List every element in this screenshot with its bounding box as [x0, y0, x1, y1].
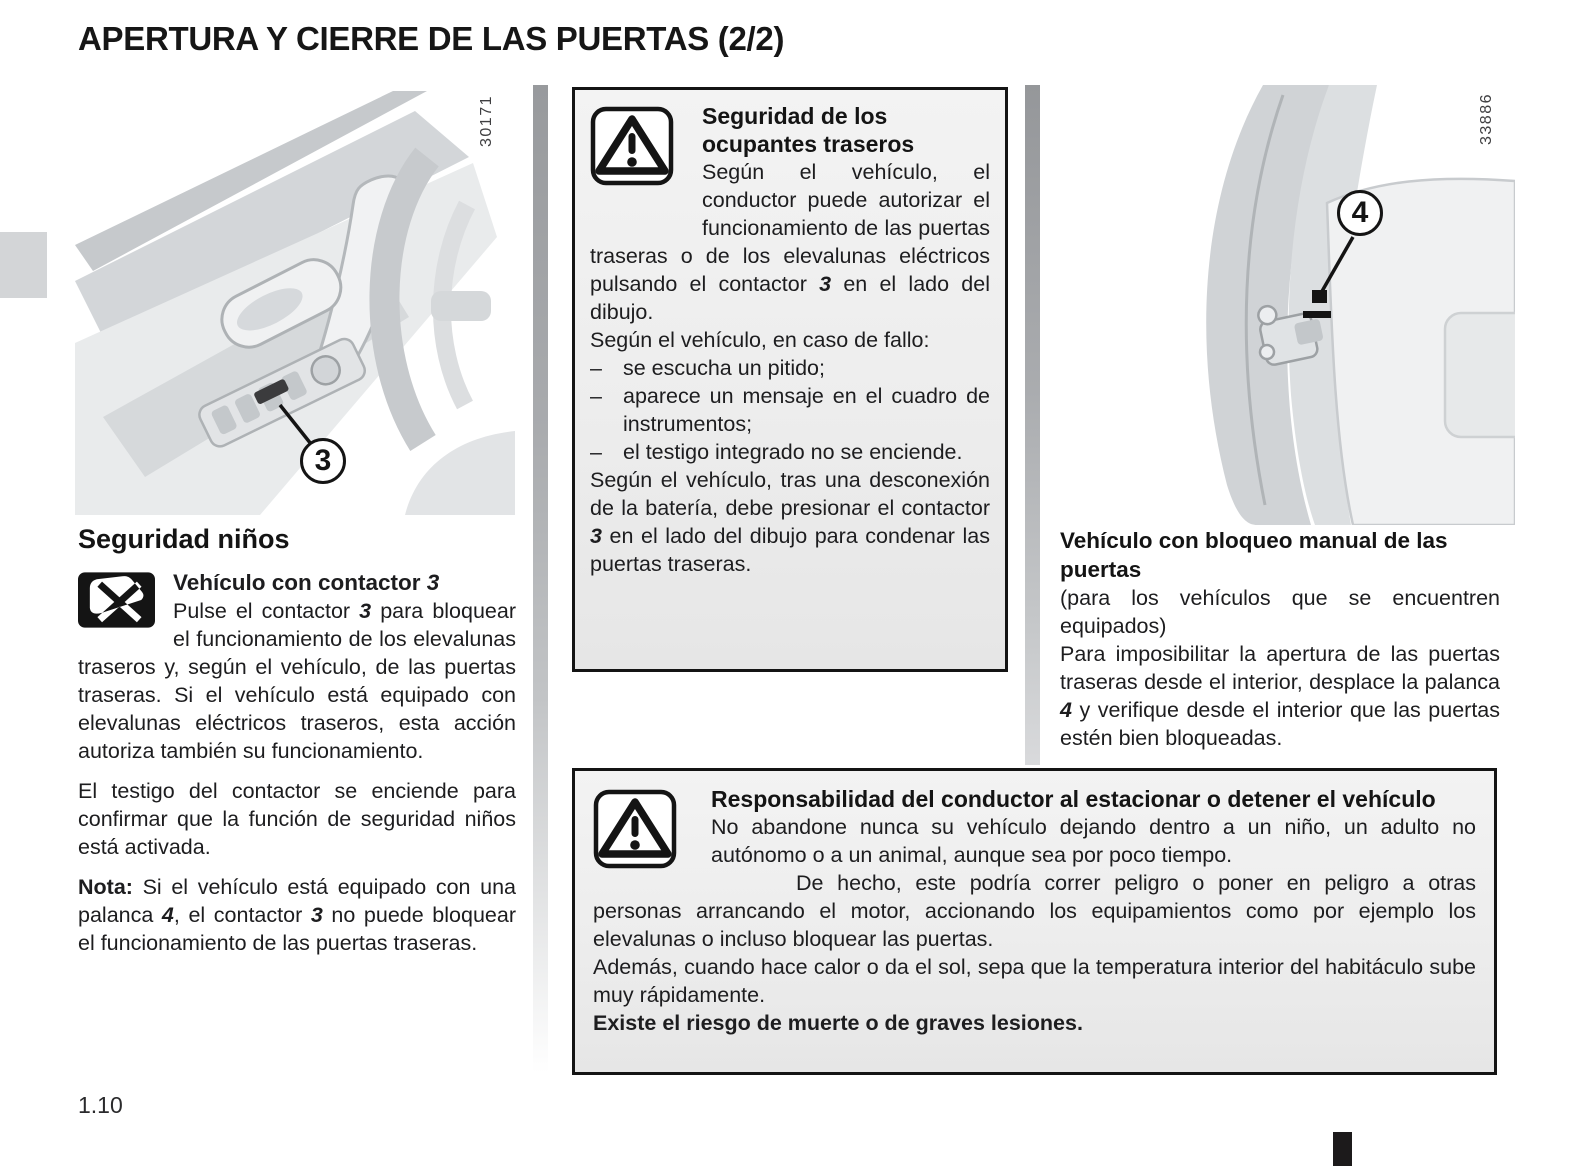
subsection-heading: Vehículo con contactor 3: [173, 570, 440, 595]
paragraph: Además, cuando hace calor o da el sol, sepa que la temperatura interior del habitáculo sube muy rápidamente.: [593, 955, 1476, 1007]
child-safety-section: [78, 524, 516, 957]
column-separator-left: [533, 85, 548, 1073]
child-safety-lock-icon: [78, 572, 155, 632]
door-interior-illustration: [75, 85, 515, 515]
warning-triangle-icon: [590, 106, 684, 224]
figure-code-label: 33886: [1477, 89, 1497, 149]
door-edge-illustration: [1115, 85, 1515, 525]
driver-responsibility-warning-box: [572, 768, 1497, 1075]
callout-4-badge: 4: [1337, 190, 1383, 236]
rear-occupant-warning-box: [572, 87, 1008, 672]
chapter-edge-tab: [0, 232, 47, 298]
warning-heading: Seguridad de los ocupantes traseros: [702, 103, 915, 157]
list-item: – aparece un mensaje en el cuadro de instrumentos;: [590, 384, 990, 436]
paragraph: (para los vehículos que se encuentren equipados): [1060, 586, 1500, 638]
list-item: – el testigo integrado no se enciende.: [590, 440, 963, 464]
warning-triangle-icon: [593, 789, 693, 875]
failure-symptoms-list: [590, 354, 990, 466]
paragraph: De hecho, este podría correr peligro o poner en peligro a otras personas arrancando el motor, accionando los equipamientos como por ejemplo los elevalunas o incluso bloquear las puertas.: [593, 871, 1476, 951]
door-interior-drawing: [75, 85, 515, 515]
paragraph: Pulse el contactor 3 para bloquear el funcionamiento de los elevalunas traseros y, según el vehículo, de las puertas traseras. Si el vehículo está equipado con elevalunas eléctricos traseros, esta acción autoriza también su funcionamiento.: [78, 599, 516, 763]
paragraph: Nota: Si el vehículo está equipado con una palanca 4, el contactor 3 no puede bloquear el funcionamiento de las puertas traseras.: [78, 875, 516, 955]
figure-code-label: 30171: [477, 91, 497, 151]
column-separator-right: [1025, 85, 1040, 765]
paragraph: Para imposibilitar la apertura de las puertas traseras desde el interior, desplace la palanca 4 y verifique desde el interior que las puertas estén bien bloqueadas.: [1060, 642, 1500, 750]
paragraph: Según el vehículo, tras una desconexión de la batería, debe presionar el contactor 3 en el lado del dibujo para condenar las puertas traseras.: [590, 468, 990, 576]
section-heading: Seguridad niños: [78, 524, 290, 554]
page-number: 1.10: [78, 1092, 123, 1118]
paragraph: Según el vehículo, en caso de fallo:: [590, 328, 930, 352]
manual-lock-section: [1060, 526, 1500, 752]
door-edge-drawing: [1115, 85, 1515, 525]
paragraph: Según el vehículo, el conductor puede autorizar el funcionamiento de las puertas traseras o de los elevalunas eléctricos pulsando el contactor 3 en el lado del dibujo.: [590, 160, 990, 324]
list-item: – se escucha un pitido;: [590, 356, 825, 380]
print-registration-mark: [1333, 1132, 1352, 1166]
paragraph: El testigo del contactor se enciende para confirmar que la función de seguridad niños está activada.: [78, 779, 516, 859]
risk-statement: Existe el riesgo de muerte o de graves lesiones.: [593, 1011, 1083, 1035]
warning-heading: Responsabilidad del conductor al estacionar o detener el vehículo: [711, 786, 1436, 812]
callout-3-badge: 3: [300, 438, 346, 484]
subsection-heading: Vehículo con bloqueo manual de las puertas: [1060, 528, 1448, 582]
paragraph: No abandone nunca su vehículo dejando dentro a un niño, un adulto no autónomo o a un animal, aunque sea por poco tiempo.: [711, 815, 1476, 867]
page-title: APERTURA Y CIERRE DE LAS PUERTAS (2/2): [78, 20, 785, 57]
